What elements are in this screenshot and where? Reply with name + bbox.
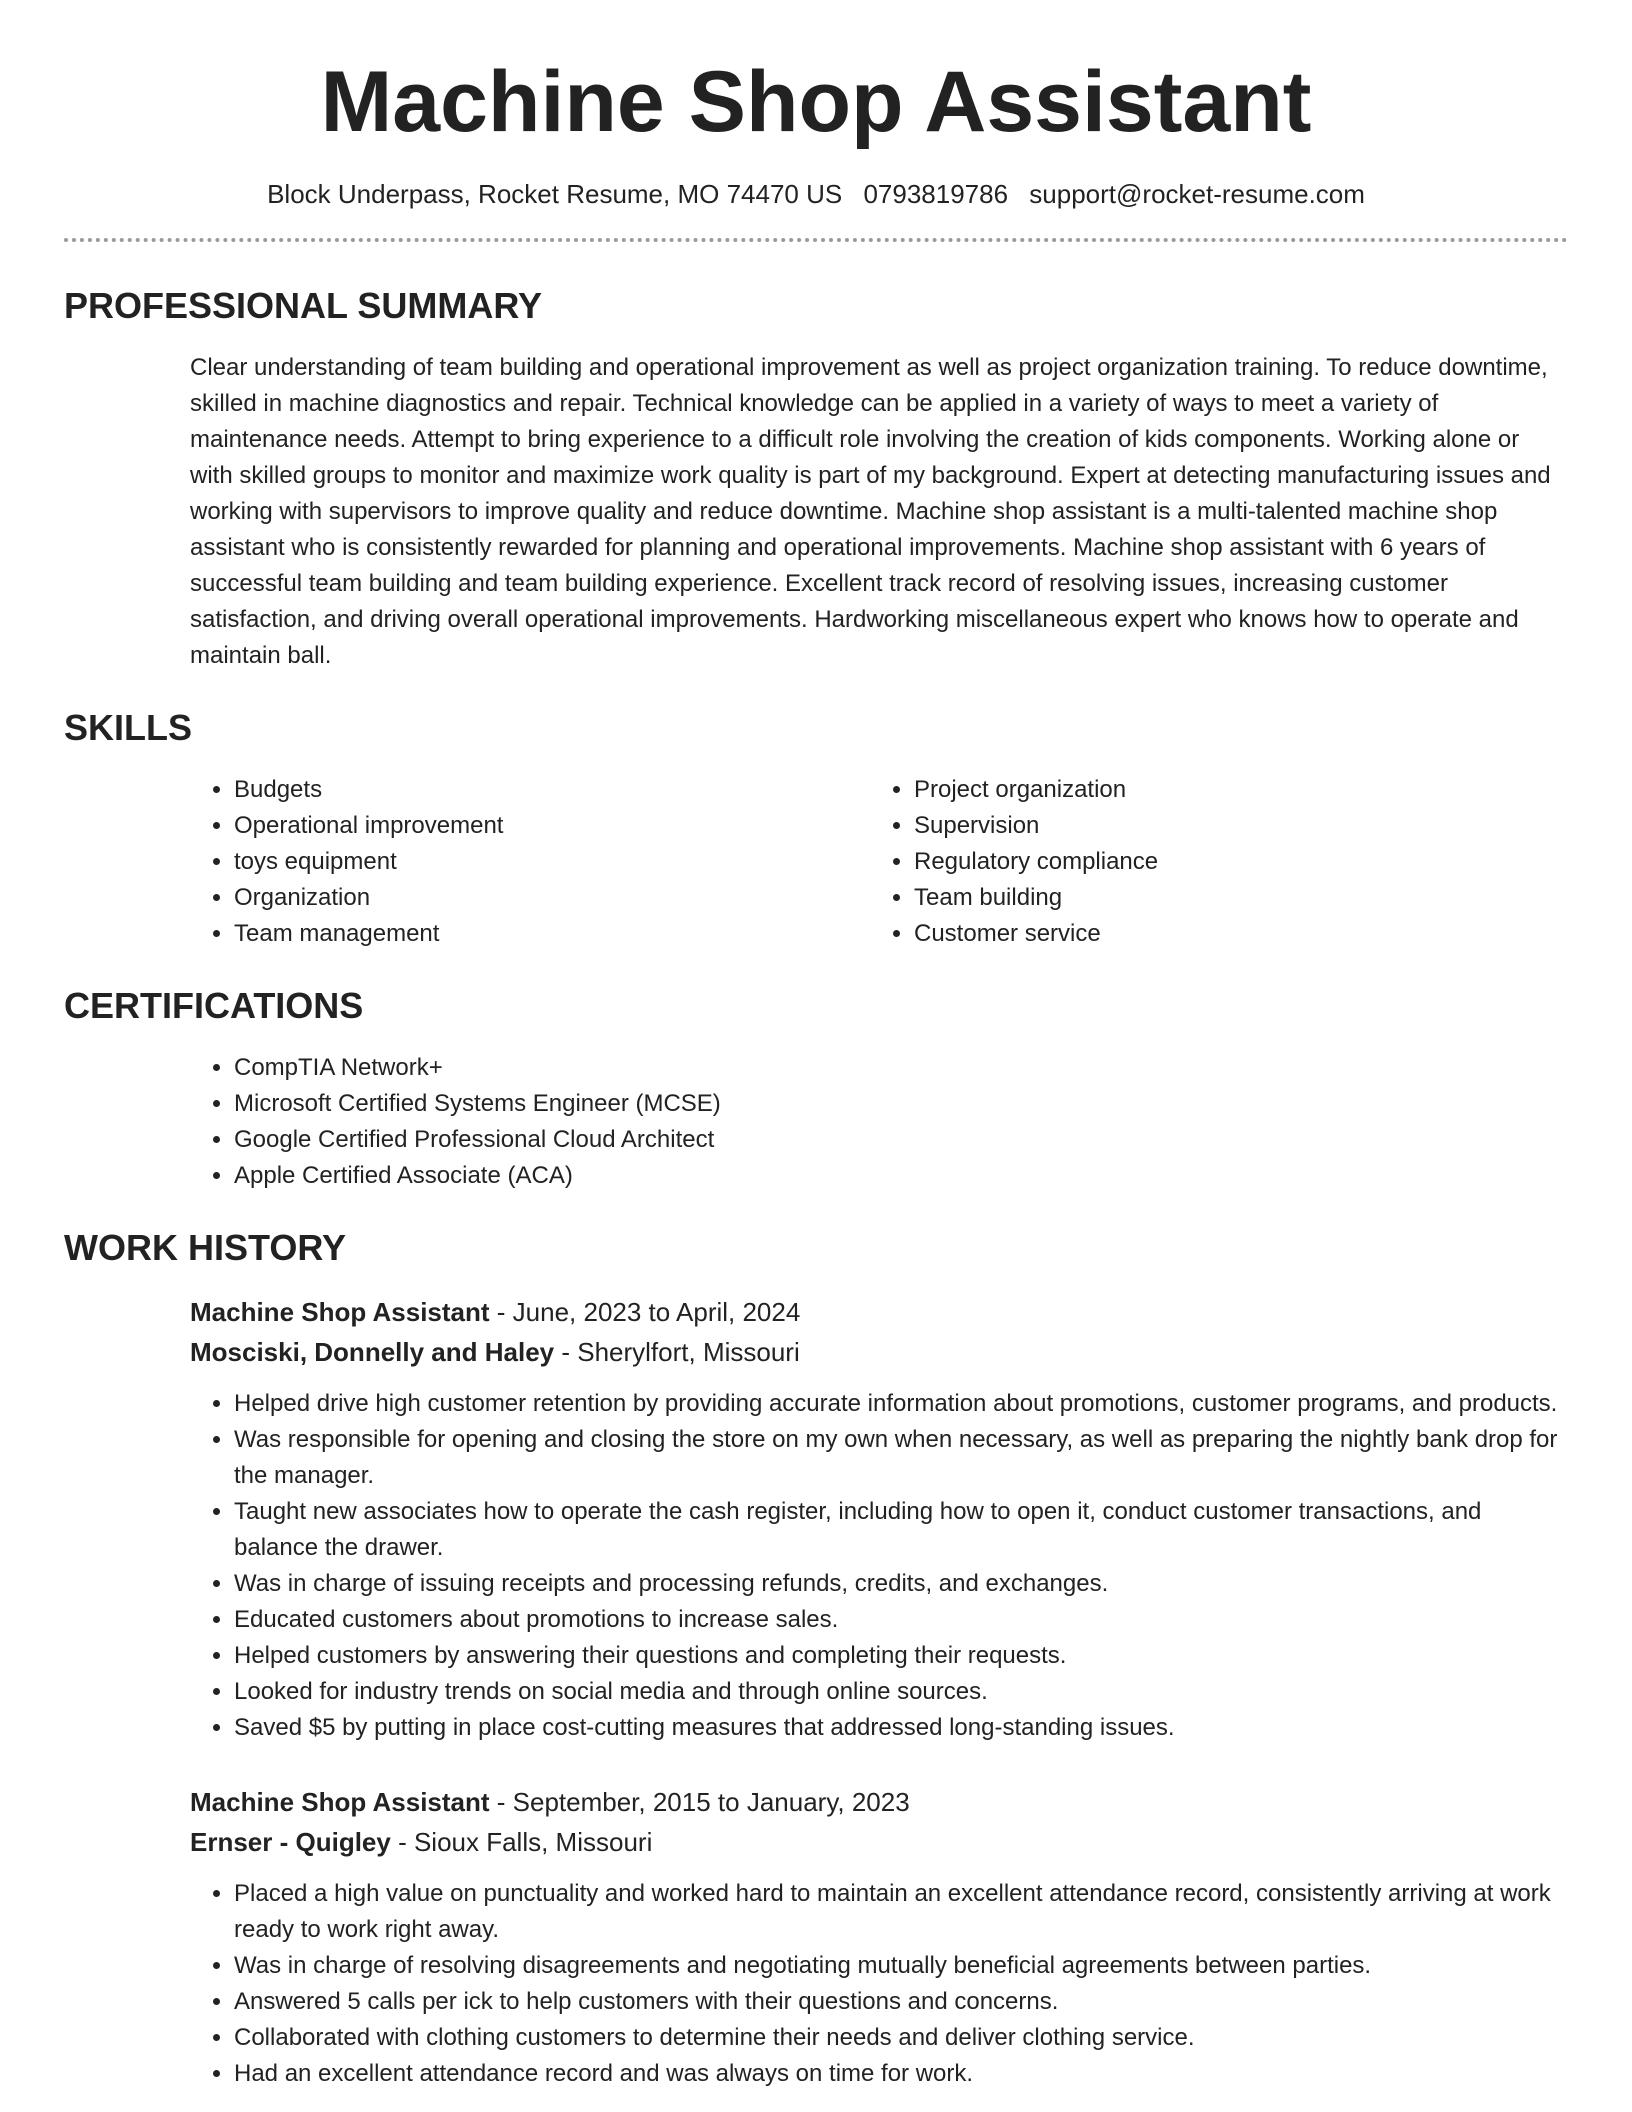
company-location: - Sioux Falls, Missouri	[390, 1827, 653, 1857]
certifications-section	[64, 984, 1568, 1194]
contact-email: support@rocket-resume.com	[1029, 179, 1365, 209]
work-history-section	[64, 1226, 1568, 2092]
job-entry	[190, 1292, 1568, 1746]
certification-item: • Google Certified Professional Cloud Architect	[234, 1122, 1568, 1158]
contact-address: Block Underpass, Rocket Resume, MO 74470 US	[267, 179, 843, 209]
skills-column-right	[870, 772, 1550, 952]
job-bullet: • Was responsible for opening and closing the store on my own when necessary, as well as preparing the nightly bank drop for the manager.	[234, 1422, 1568, 1494]
skill-item: • Project organization	[914, 772, 1550, 808]
job-title: Machine Shop Assistant	[190, 1787, 490, 1817]
job-title-line	[190, 1292, 1568, 1332]
company-name: Mosciski, Donnelly and Haley	[190, 1337, 555, 1367]
contact-line	[64, 178, 1568, 210]
job-bullet: • Was in charge of issuing receipts and processing refunds, credits, and exchanges.	[234, 1566, 1568, 1602]
skills-grid	[190, 772, 1568, 952]
header-divider	[64, 238, 1568, 242]
job-title: Machine Shop Assistant	[190, 1297, 490, 1327]
skills-column-left	[190, 772, 870, 952]
work-history-heading: WORK HISTORY	[64, 1227, 347, 1268]
job-entry	[190, 1782, 1568, 2092]
company-location: - Sherylfort, Missouri	[554, 1337, 800, 1367]
summary-text: Clear understanding of team building and operational improvement as well as project organization training. To reduce downtime, skilled in machine diagnostics and repair. Technical knowledge can be applied in a variety of ways to meet a variety of maintenance needs. Attempt to bring experience to a difficult role involving the creation of kids components. Working alone or with skilled groups to monitor and maximize work quality is part of my background. Expert at detecting manufacturing issues and working with supervisors to improve quality and reduce downtime. Machine shop assistant is a multi-talented machine shop assistant who is consistently rewarded for planning and operational improvements. Machine shop assistant with 6 years of successful team building and team building experience. Excellent track record of resolving issues, increasing customer satisfaction, and driving overall operational improvements. Hardworking miscellaneous expert who knows how to operate and maintain ball.	[190, 354, 1551, 669]
contact-phone: 0793819786	[863, 179, 1009, 209]
certification-item: • Apple Certified Associate (ACA)	[234, 1158, 1568, 1194]
job-bullet: • Educated customers about promotions to increase sales.	[234, 1602, 1568, 1638]
job-bullet: • Had an excellent attendance record and was always on time for work.	[234, 2056, 1568, 2092]
skill-item: • Customer service	[914, 916, 1550, 952]
skill-item: • toys equipment	[234, 844, 870, 880]
job-title-line	[190, 1782, 1568, 1822]
certifications-heading: CERTIFICATIONS	[64, 985, 364, 1026]
skill-item: • Team management	[234, 916, 870, 952]
job-bullet: • Collaborated with clothing customers to determine their needs and deliver clothing service.	[234, 2020, 1568, 2056]
skill-item: • Team building	[914, 880, 1550, 916]
job-bullet: • Taught new associates how to operate the cash register, including how to open it, conduct customer transactions, and balance the drawer.	[234, 1494, 1568, 1566]
summary-section	[64, 284, 1568, 674]
certification-item: • CompTIA Network+	[234, 1050, 1568, 1086]
job-bullet: • Helped drive high customer retention by providing accurate information about promotions, customer programs, and products.	[234, 1386, 1568, 1422]
skills-heading: SKILLS	[64, 707, 193, 748]
job-bullet: • Was in charge of resolving disagreements and negotiating mutually beneficial agreements between parties.	[234, 1948, 1568, 1984]
company-line	[190, 1822, 1568, 1862]
job-bullet: • Looked for industry trends on social media and through online sources.	[234, 1674, 1568, 1710]
company-name: Ernser - Quigley	[190, 1827, 391, 1857]
skills-section	[64, 706, 1568, 952]
job-bullet: • Placed a high value on punctuality and worked hard to maintain an excellent attendance record, consistently arriving at work ready to work right away.	[234, 1876, 1568, 1948]
summary-heading: PROFESSIONAL SUMMARY	[64, 285, 543, 326]
resume-title: Machine Shop Assistant	[320, 54, 1312, 150]
skill-item: • Operational improvement	[234, 808, 870, 844]
resume-page	[64, 0, 1568, 2092]
job-dates: - September, 2015 to January, 2023	[489, 1787, 910, 1817]
skill-item: • Organization	[234, 880, 870, 916]
skill-item: • Budgets	[234, 772, 870, 808]
company-line	[190, 1332, 1568, 1372]
skill-item: • Supervision	[914, 808, 1550, 844]
certification-item: • Microsoft Certified Systems Engineer (MCSE)	[234, 1086, 1568, 1122]
skill-item: • Regulatory compliance	[914, 844, 1550, 880]
job-bullet: • Saved $5 by putting in place cost-cutting measures that addressed long-standing issues.	[234, 1710, 1568, 1746]
job-dates: - June, 2023 to April, 2024	[489, 1297, 801, 1327]
job-bullet: • Helped customers by answering their questions and completing their requests.	[234, 1638, 1568, 1674]
job-bullet: • Answered 5 calls per ick to help customers with their questions and concerns.	[234, 1984, 1568, 2020]
